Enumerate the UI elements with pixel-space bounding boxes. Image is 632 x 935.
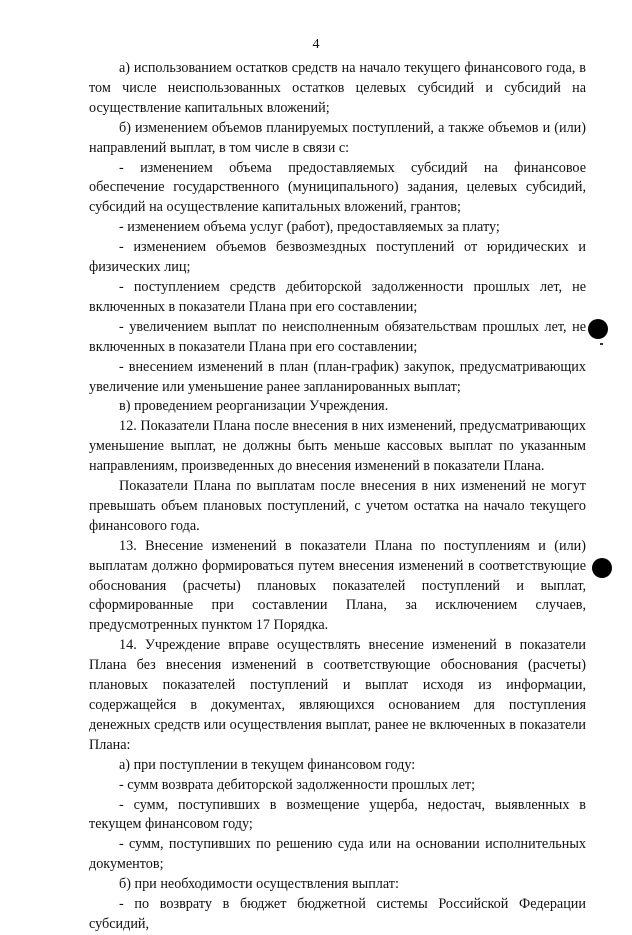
paragraph-a-remainders: а) использованием остатков средств на начало текущего финансового года, в том числе неиспользованных остатков целевых субсидий и субсидий на осуществление капитальных вложений; xyxy=(89,60,586,116)
item-budget-return: - по возврату в бюджет бюджетной системы Российской Федерации субсидий, xyxy=(89,896,586,932)
item-procurement-plan-change: - внесением изменений в план (план-график) закупок, предусматривающих увеличение или уменьшение ранее запланированных выплат; xyxy=(89,358,586,395)
item-subsidies-change: - изменением объема предоставляемых субсидий на финансовое обеспечение государственного (муниципального) задания, целевых субсидий, субсидий на осуществление капитальных вложений, грантов; xyxy=(89,159,586,216)
margin-mark xyxy=(600,343,603,345)
item-receivables-return: - сумм возврата дебиторской задолженности прошлых лет; xyxy=(119,776,476,793)
item-receivables-income: - поступлением средств дебиторской задолженности прошлых лет, не включенных в показатели Плана при его составлении; xyxy=(89,278,586,315)
binder-hole-mark xyxy=(592,558,612,578)
paragraph-b-changes: б) изменением объемов планируемых поступлений, а также объемов и (или) направлений выплат, в том числе в связи с: xyxy=(89,119,586,156)
item-paid-services-change: - изменением объема услуг (работ), предоставляемых за плату; xyxy=(119,219,500,236)
document-body xyxy=(89,59,586,935)
clause-14-b: б) при необходимости осуществления выплат: xyxy=(119,876,399,893)
item-donations-change: - изменением объемов безвозмездных поступлений от юридических и физических лиц; xyxy=(89,239,586,276)
page-number: 4 xyxy=(312,37,320,52)
item-court-decision: - сумм, поступивших по решению суда или на основании исполнительных документов; xyxy=(89,836,586,873)
paragraph-c-reorganization: в) проведением реорганизации Учреждения. xyxy=(119,398,389,415)
item-damage-compensation: - сумм, поступивших в возмещение ущерба, недостач, выявленных в текущем финансовом году; xyxy=(89,796,586,833)
clause-12: 12. Показатели Плана после внесения в них изменений, предусматривающих уменьшение выплат, не должны быть меньше кассовых выплат по указанным направлениям, произведенных до внесения изменений в показатели Плана. xyxy=(89,418,586,475)
item-obligations-increase: - увеличением выплат по неисполненным обязательствам прошлых лет, не включенных в показатели Плана при его составлении; xyxy=(89,318,586,355)
clause-13: 13. Внесение изменений в показатели Плана по поступлениям и (или) выплатам должно формироваться путем внесения изменений в соответствующие обоснования (расчеты) плановых показателей поступлений и выплат, сформированные при составлении Плана, за исключением случаев, предусмотренных пунктом 17 Порядка. xyxy=(89,537,586,634)
clause-12-limit: Показатели Плана по выплатам после внесения в них изменений не могут превышать объем плановых поступлений, с учетом остатка на начало текущего финансового года. xyxy=(89,478,586,534)
binder-hole-mark xyxy=(588,319,608,339)
clause-14: 14. Учреждение вправе осуществлять внесение изменений в показатели Плана без внесения изменений в соответствующие обоснования (расчеты) плановых показателей поступлений и выплат исходя из информации, содержащейся в документах, являющихся основанием для поступления денежных средств или осуществления выплат, ранее не включенных в показатели Плана: xyxy=(89,637,586,753)
clause-14-a: а) при поступлении в текущем финансовом году: xyxy=(119,756,416,773)
